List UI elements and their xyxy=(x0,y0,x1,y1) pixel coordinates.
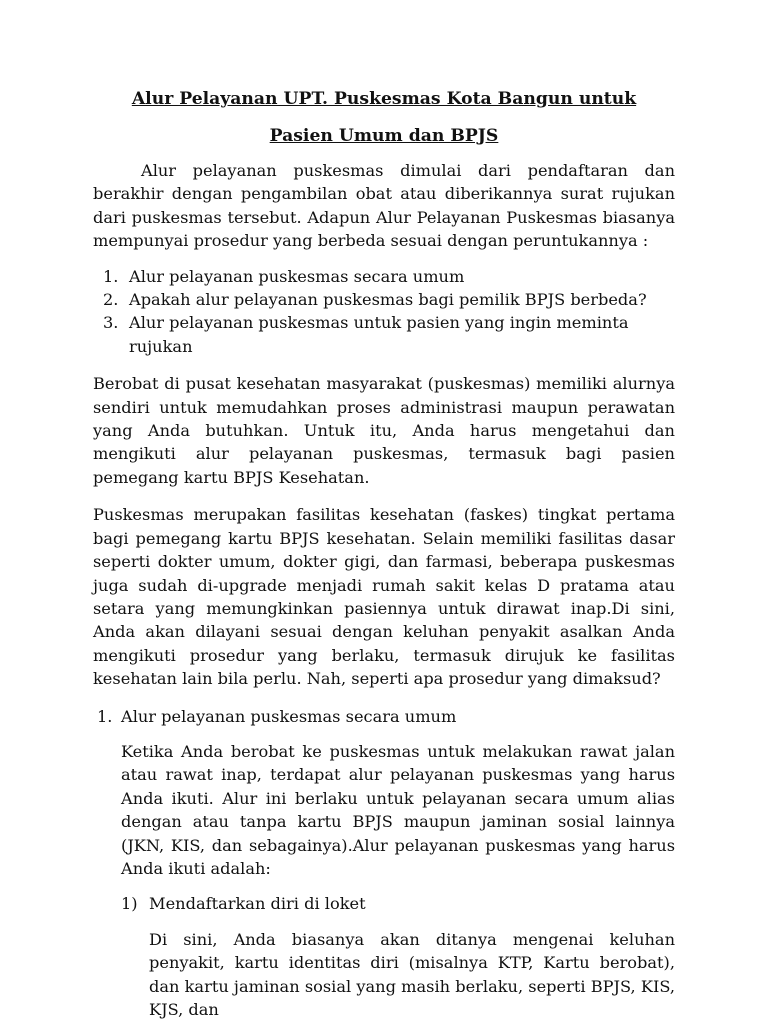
section-heading-text: Alur pelayanan puskesmas secara umum xyxy=(121,706,457,726)
document-page xyxy=(93,88,675,1021)
list-item-text: Alur pelayanan puskesmas secara umum xyxy=(129,266,465,286)
step-number: 1) xyxy=(121,894,138,914)
intro-paragraph: Alur pelayanan puskesmas dimulai dari pendaftaran dan berakhir dengan pengambilan obat atau diberikannya surat rujukan dari puskesmas tersebut. Adapun Alur Pelayanan Puskesmas biasanya mempunyai prosedur yang berbeda sesuai dengan peruntukannya : xyxy=(93,161,675,251)
document-title-line1: Alur Pelayanan UPT. Puskesmas Kota Bangun untuk xyxy=(131,89,637,109)
section-heading xyxy=(93,705,675,728)
list-item xyxy=(93,265,675,288)
section-number: 1. xyxy=(97,706,113,726)
step-heading xyxy=(121,892,675,915)
list-item-text: Apakah alur pelayanan puskesmas bagi pemilik BPJS berbeda? xyxy=(129,290,647,310)
document-title-line2: Pasien Umum dan BPJS xyxy=(269,126,499,146)
section-body: Ketika Anda berobat ke puskesmas untuk melakukan rawat jalan atau rawat inap, terdapat alur pelayanan puskesmas yang harus Anda ikuti. Alur ini berlaku untuk pelayanan secara umum alias dengan atau tanpa kartu BPJS maupun jaminan sosial lainnya (JKN, KIS, dan sebagainya).Alur pelayanan puskesmas yang harus Anda ikuti adalah: xyxy=(121,741,675,878)
list-item-number: 1. xyxy=(103,266,119,286)
paragraph-berobat: Berobat di pusat kesehatan masyarakat (puskesmas) memiliki alurnya sendiri untuk memudahkan proses administrasi maupun perawatan yang Anda butuhkan. Untuk itu, Anda harus mengetahui dan mengikuti alur pelayanan puskesmas, termasuk bagi pasien pemegang kartu BPJS Kesehatan. xyxy=(93,374,675,487)
service-type-list xyxy=(93,265,675,359)
list-item xyxy=(93,311,675,358)
paragraph-puskesmas: Puskesmas merupakan fasilitas kesehatan (faskes) tingkat pertama bagi pemegang kartu BPJS kesehatan. Selain memiliki fasilitas dasar seperti dokter umum, dokter gigi, dan farmasi, beberapa puskesmas juga sudah di-upgrade menjadi rumah sakit kelas D pratama atau setara yang memungkinkan pasiennya untuk dirawat inap.Di sini, Anda akan dilayani sesuai dengan keluhan penyakit asalkan Anda mengikuti prosedur yang berlaku, termasuk dirujuk ke fasilitas kesehatan lain bila perlu. Nah, seperti apa prosedur yang dimaksud? xyxy=(93,505,675,689)
list-item-number: 3. xyxy=(103,313,119,333)
list-item xyxy=(93,288,675,311)
list-item-number: 2. xyxy=(103,290,119,310)
step-heading-text: Mendaftarkan diri di loket xyxy=(149,894,366,914)
list-item-text: Alur pelayanan puskesmas untuk pasien yang ingin meminta rujukan xyxy=(129,313,629,356)
step-body: Di sini, Anda biasanya akan ditanya mengenai keluhan penyakit, kartu identitas diri (misalnya KTP, Kartu berobat), dan kartu jaminan sosial yang masih berlaku, seperti BPJS, KIS, KJS, dan xyxy=(149,929,675,1019)
